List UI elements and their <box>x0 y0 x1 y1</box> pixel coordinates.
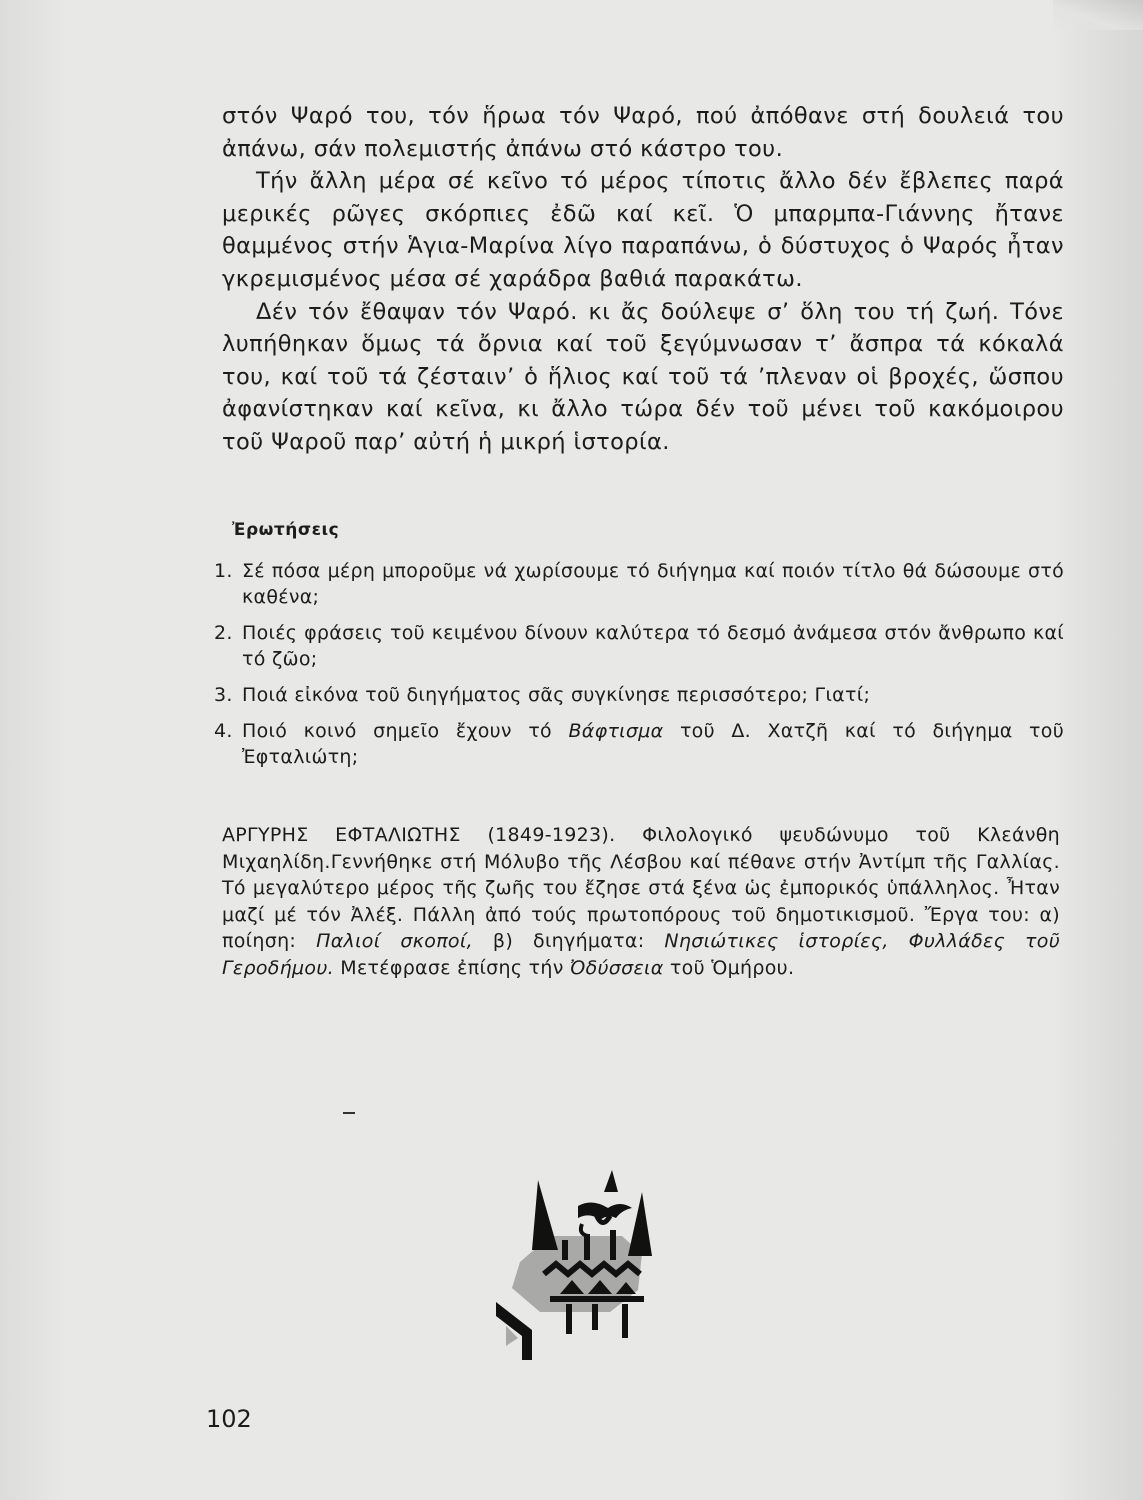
work-title-vaftisma: Βάφτισμα <box>568 720 664 742</box>
bio-work-3: Ὀδύσσεια <box>569 956 664 979</box>
story-paragraph-2: Τήν ἄλλη μέρα σέ κεῖνο τό μέρος τίποτις ἄλλο δέν ἔβλεπες παρά μερικές ρῶγες σκόρπιες ἐδῶ καί κεῖ. Ὁ μπαρμπα-Γιάννης ἤτανε θαμμένος στήν Ἁγια-Μαρίνα λίγο παραπάνω, ὁ δύστυχος ὁ Ψαρός ἦταν γκρεμισμένος μέσα σέ χαράδρα βαθιά παρακάτω. <box>222 168 1064 292</box>
story-text <box>222 100 1064 459</box>
page-corner-shadow <box>1053 0 1143 30</box>
question-item <box>214 718 1064 770</box>
question-item <box>214 558 1064 610</box>
question-item <box>214 620 1064 672</box>
question-text-start: Ποιό κοινό σημεῖο ἔχουν τό <box>242 720 569 742</box>
bio-text-3: Μετέφρασε ἐπίσης τήν <box>333 956 570 979</box>
questions-heading: Ἐρωτήσεις <box>232 520 340 540</box>
bio-text-1: ΑΡΓΥΡΗΣ ΕΦΤΑΛΙΩΤΗΣ (1849-1923). Φιλολογικό ψευδώνυμο τοῦ Κλεάνθη Μιχαηλίδη.Γεννήθηκε στή Μόλυβο τῆς Λέσβου καί πέθανε στήν Ἀντίμπ τῆς Γαλλίας. Τό μεγαλύτερο μέρος τῆς ζωῆς του ἔζησε στά ξένα ὡς ἐμπορικός ὑπάλληλος. Ἦταν μαζί μέ τόν Ἀλέξ. Πάλλη ἀπό τούς πρωτοπόρους τοῦ δημοτικισμοῦ. Ἔργα του: α) ποίηση: <box>222 824 1060 952</box>
question-text <box>242 718 1064 770</box>
question-number: 1. <box>214 560 233 582</box>
bio-work-1: Παλιοί σκοποί, <box>316 930 473 952</box>
question-text-end: τοῦ Δ. Χατζῆ καί τό διήγημα τοῦ Ἐφταλιώτη; <box>242 720 1064 768</box>
bio-text-2: β) διηγήματα: <box>472 930 665 952</box>
question-number: 3. <box>214 684 233 706</box>
page-number: 102 <box>206 1405 252 1433</box>
questions-list <box>214 558 1064 780</box>
question-item <box>214 682 1064 708</box>
stray-mark <box>343 1112 355 1114</box>
question-number: 2. <box>214 622 233 644</box>
bio-text-4: τοῦ Ὁμήρου. <box>663 956 795 979</box>
decorative-vignette-icon <box>492 1170 662 1374</box>
question-text: Ποιές φράσεις τοῦ κειμένου δίνουν καλύτερα τό δεσμό ἀνάμεσα στόν ἄνθρωπο καί τό ζῶο; <box>242 622 1064 670</box>
question-number: 4. <box>214 720 233 742</box>
story-paragraph-3: Δέν τόν ἔθαψαν τόν Ψαρό. κι ἄς δούλεψε σ’ ὅλη του τή ζωή. Τόνε λυπήθηκαν ὅμως τά ὄρνια καί τοῦ ξεγύμνωσαν τ’ ἄσπρα τά κόκαλά του, καί τοῦ τά ζέσταιν’ ὁ ἥλιος καί τοῦ τά ’πλεναν οἱ βροχές, ὥσπου ἀφανίστηκαν καί κεῖνα, κι ἄλλο τώρα δέν τοῦ μένει τοῦ κακόμοιρου τοῦ Ψαροῦ παρ’ αὐτή ἡ μικρή ἱστορία. <box>222 298 1064 455</box>
bio-work-2: Νησιώτικες ἱστορίες, Φυλλάδες τοῦ Γεροδήμου. <box>222 930 1060 979</box>
question-text: Ποιά εἰκόνα τοῦ διηγήματος σᾶς συγκίνησε περισσότερο; Γιατί; <box>242 684 871 706</box>
story-paragraph-1: στόν Ψαρό του, τόν ἥρωα τόν Ψαρό, πού ἀπόθανε στή δουλειά του ἀπάνω, σάν πολεμιστής ἀπάνω στό κάστρο του. <box>222 103 1064 162</box>
question-text: Σέ πόσα μέρη μποροῦμε νά χωρίσουμε τό διήγημα καί ποιόν τίτλο θά δώσουμε στό καθένα; <box>242 560 1064 608</box>
author-biography <box>222 822 1060 981</box>
